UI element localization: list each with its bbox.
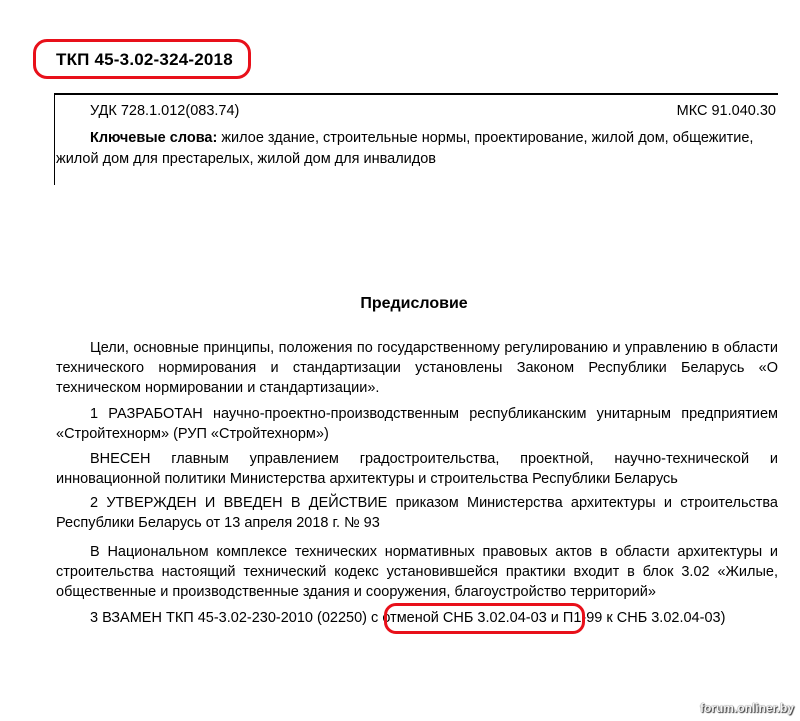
preface-paragraph-2: 1 РАЗРАБОТАН научно-проектно-производственным республиканским унитарным предприятием «Стройтехнорм» (РУП «Стройтехнорм») bbox=[56, 406, 778, 442]
document-code: ТКП 45-3.02-324-2018 bbox=[56, 50, 233, 69]
header-side-rule bbox=[54, 93, 55, 185]
keywords-label: Ключевые слова: bbox=[90, 130, 218, 146]
keywords bbox=[56, 128, 778, 170]
preface-paragraph-5: В Национальном комплексе технических нормативных правовых актов в области архитектуры и строительства настоящий технический кодекс установившейся практики входит в блок 3.02 «Жилые, общественные и производственные здания и сооружения, благоустройство территорий» bbox=[56, 544, 778, 600]
preface-title: Предисловие bbox=[360, 295, 468, 312]
mks-code: МКС 91.040.30 bbox=[676, 103, 776, 119]
preface-paragraph-1: Цели, основные принципы, положения по государственному регулированию и управлению в области технического нормирования и стандартизации установлены Законом Республики Беларусь «О техническом нормировании и стандартизации». bbox=[56, 340, 778, 396]
preface-paragraph-4: 2 УТВЕРЖДЕН И ВВЕДЕН В ДЕЙСТВИЕ приказом Министерства архитектуры и строительства Республики Беларусь от 13 апреля 2018 г. № 93 bbox=[56, 495, 778, 531]
udk-code: УДК 728.1.012(083.74) bbox=[90, 103, 240, 119]
preface-paragraph-6: 3 ВЗАМЕН ТКП 45-3.02-230-2010 (02250) с отменой СНБ 3.02.04-03 и П1-99 к СНБ 3.02.04-03) bbox=[90, 610, 726, 626]
keywords-text: жилое здание, строительные нормы, проектирование, жилой дом, общежитие, жилой дом для престарелых, жилой дом для инвалидов bbox=[56, 130, 754, 167]
preface-paragraph-3: ВНЕСЕН главным управлением градостроительства, проектной, научно-технической и инновационной политики Министерства архитектуры и строительства Республики Беларусь bbox=[56, 451, 778, 487]
highlight-circle-code bbox=[33, 39, 251, 79]
watermark: forum.onliner.by bbox=[699, 701, 794, 715]
header-rule bbox=[54, 93, 778, 95]
highlight-circle-replacement bbox=[384, 603, 585, 634]
